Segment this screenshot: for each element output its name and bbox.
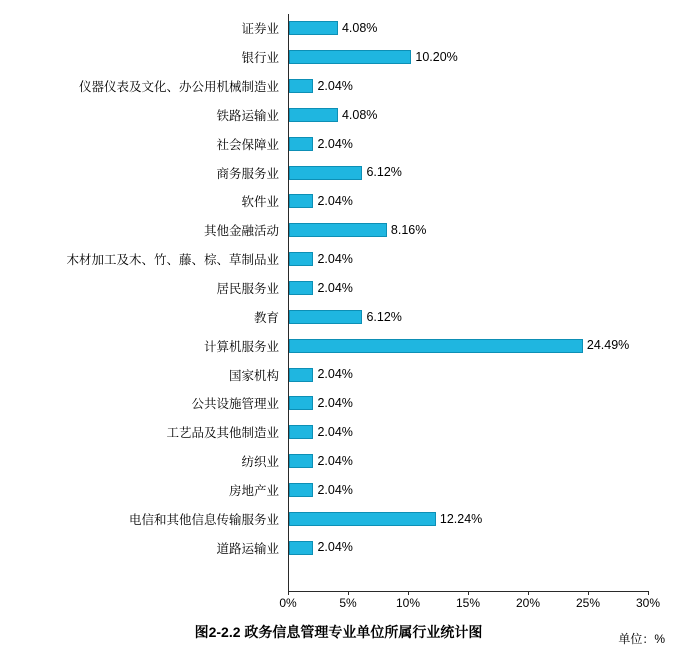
x-tick-mark <box>648 591 649 595</box>
bar <box>289 21 338 35</box>
category-label: 工艺品及其他制造业 <box>166 426 279 441</box>
x-tick-mark <box>288 591 289 595</box>
bar-value-label: 8.16% <box>390 223 427 238</box>
category-label: 商务服务业 <box>216 166 279 181</box>
bar-value-label: 2.04% <box>317 136 353 151</box>
bar-with-label <box>289 310 402 324</box>
bar <box>289 454 313 468</box>
x-axis-ticks <box>279 591 661 611</box>
bar-row <box>289 216 648 245</box>
category-label: 证券业 <box>241 22 279 37</box>
category-label: 木材加工及木、竹、藤、棕、草制品业 <box>66 253 279 268</box>
bar <box>289 50 411 64</box>
bar-with-label <box>289 252 353 266</box>
x-tick-mark <box>348 591 349 595</box>
category-label: 教育 <box>253 310 279 325</box>
bar <box>289 310 362 324</box>
bar-row <box>289 476 648 505</box>
bar-with-label <box>289 512 482 526</box>
bar-value-label: 4.08% <box>341 107 378 122</box>
bar-row <box>289 129 648 158</box>
bar-with-label <box>289 281 353 295</box>
bar <box>289 79 313 93</box>
bar-row <box>289 274 648 303</box>
bar-with-label <box>289 368 353 382</box>
bar-with-label <box>289 166 402 180</box>
bar-value-label: 24.49% <box>586 338 630 353</box>
bar-value-label: 2.04% <box>317 540 353 555</box>
category-axis-labels <box>0 14 284 591</box>
bar <box>289 223 387 237</box>
x-tick-mark <box>588 591 589 595</box>
category-label: 电信和其他信息传输服务业 <box>128 512 279 527</box>
x-tick-label: 10% <box>395 596 421 610</box>
bar-with-label <box>289 79 353 93</box>
category-label: 公共设施管理业 <box>191 397 279 412</box>
bar-value-label: 4.08% <box>341 21 378 36</box>
bar <box>289 252 313 266</box>
bar-row <box>289 418 648 447</box>
category-label: 软件业 <box>241 195 279 210</box>
bar-with-label <box>289 454 353 468</box>
x-tick-mark <box>468 591 469 595</box>
bar-value-label: 10.20% <box>415 50 458 65</box>
bar-value-label: 2.04% <box>317 280 353 295</box>
bar-value-label: 2.04% <box>317 251 353 266</box>
bar-row <box>289 331 648 360</box>
category-label: 纺织业 <box>241 455 279 470</box>
bar-value-label: 2.04% <box>317 367 353 382</box>
bar-row <box>289 43 648 72</box>
bar <box>289 396 313 410</box>
category-label: 社会保障业 <box>216 137 279 152</box>
category-label: 铁路运输业 <box>216 108 279 123</box>
bar-with-label <box>289 483 353 497</box>
x-tick-mark <box>528 591 529 595</box>
bar <box>289 339 583 353</box>
bar <box>289 281 313 295</box>
bar <box>289 512 436 526</box>
x-tick-label: 5% <box>339 596 357 610</box>
category-label: 国家机构 <box>228 368 279 383</box>
bar-with-label <box>289 541 353 555</box>
bar-row <box>289 447 648 476</box>
bar <box>289 541 313 555</box>
category-label: 房地产业 <box>228 483 279 498</box>
plot-area <box>288 14 648 591</box>
bar-with-label <box>289 339 629 353</box>
category-label: 居民服务业 <box>216 282 279 297</box>
bar-row <box>289 187 648 216</box>
category-label: 银行业 <box>241 51 279 66</box>
x-tick-mark <box>408 591 409 595</box>
unit-label: 单位：% <box>618 632 665 646</box>
bar-row <box>289 504 648 533</box>
category-label: 其他金融活动 <box>203 224 279 239</box>
bar <box>289 166 362 180</box>
category-label: 计算机服务业 <box>203 339 279 354</box>
bar-value-label: 2.04% <box>317 453 353 468</box>
bar-row <box>289 302 648 331</box>
bar-value-label: 2.04% <box>317 78 353 93</box>
chart-caption: 图2-2.2 政务信息管理专业单位所属行业统计图 <box>194 624 483 640</box>
category-label: 道路运输业 <box>216 541 279 556</box>
bar-value-label: 2.04% <box>317 396 353 411</box>
bar-row <box>289 360 648 389</box>
x-tick-label: 20% <box>515 596 541 610</box>
bar-value-label: 6.12% <box>366 165 402 180</box>
bar-row <box>289 245 648 274</box>
x-tick-label: 30% <box>635 596 661 610</box>
bar-value-label: 6.12% <box>366 309 402 324</box>
bar-with-label <box>289 396 353 410</box>
x-tick-label: 15% <box>455 596 481 610</box>
bar-with-label <box>289 194 353 208</box>
bar-with-label <box>289 21 377 35</box>
bar-value-label: 2.04% <box>317 194 353 209</box>
bar-row <box>289 14 648 43</box>
bar-with-label <box>289 223 426 237</box>
bar-value-label: 2.04% <box>317 482 353 497</box>
bar <box>289 137 313 151</box>
x-tick-label: 0% <box>279 596 297 610</box>
bar <box>289 425 313 439</box>
x-tick-label: 25% <box>575 596 601 610</box>
category-label: 仪器仪表及文化、办公用机械制造业 <box>78 80 279 95</box>
bar-row <box>289 101 648 130</box>
bar-with-label <box>289 137 353 151</box>
bar-with-label <box>289 425 353 439</box>
bar-row <box>289 158 648 187</box>
bar-row <box>289 72 648 101</box>
bar-rows <box>289 14 648 591</box>
bar-with-label <box>289 50 458 64</box>
bar <box>289 483 313 497</box>
bar-value-label: 12.24% <box>439 511 483 526</box>
bar <box>289 108 338 122</box>
bar-row <box>289 533 648 562</box>
bar-row <box>289 389 648 418</box>
bar <box>289 368 313 382</box>
bar <box>289 194 313 208</box>
bar-value-label: 2.04% <box>317 424 353 439</box>
bar-with-label <box>289 108 377 122</box>
